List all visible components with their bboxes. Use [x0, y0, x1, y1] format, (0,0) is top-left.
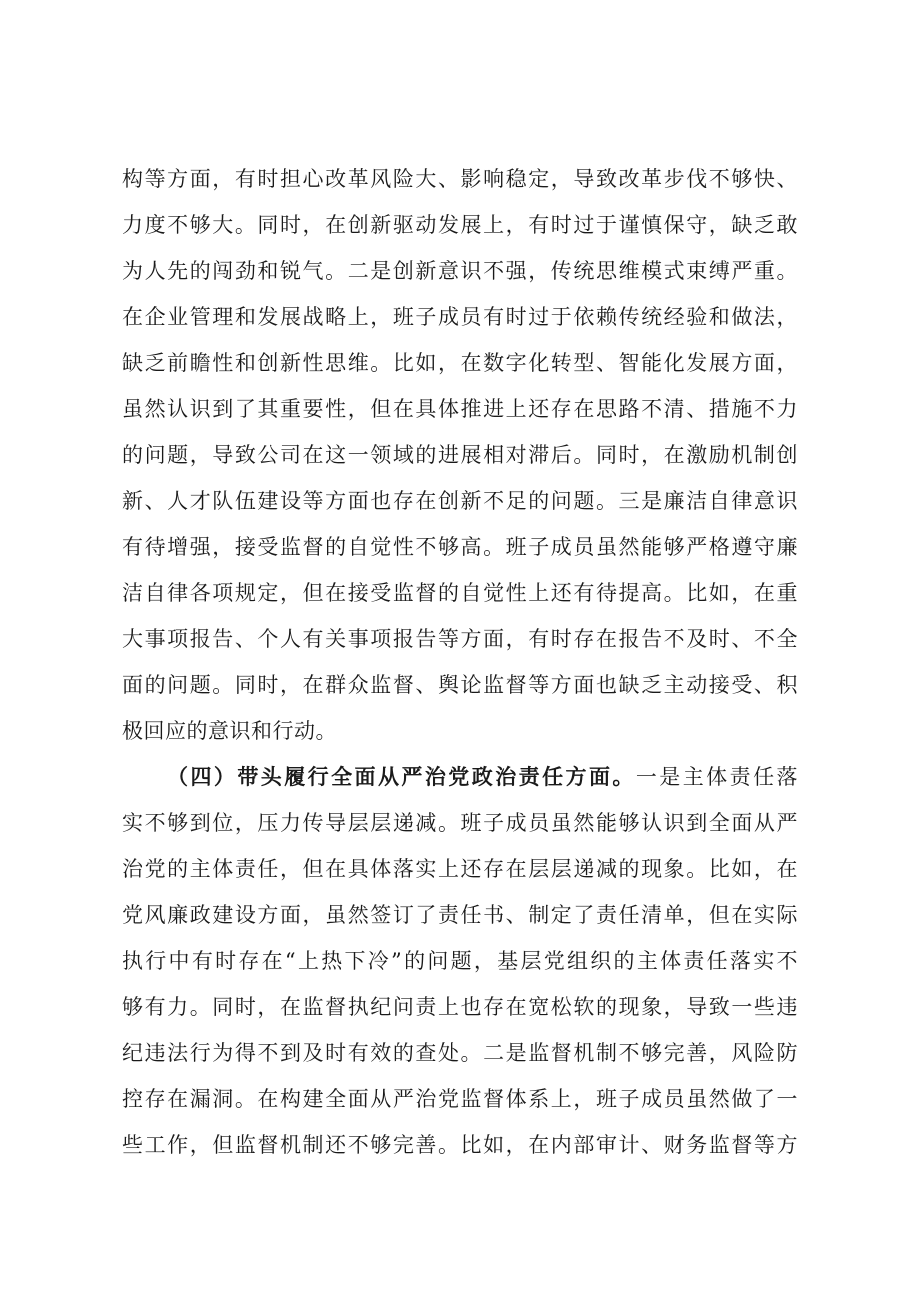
paragraph-line: 极回应的意识和行动。 [122, 719, 337, 743]
section-heading-tail: 一是主体责任落 [635, 765, 799, 789]
paragraph-line: 有待增强，接受监督的自觉性不够高。班子成员虽然能够严格遵守廉 [122, 535, 798, 559]
paragraph-line: 构等方面，有时担心改革风险大、影响稳定，导致改革步伐不够快、 [122, 167, 798, 191]
paragraph-line: 实不够到位，压力传导层层递减。班子成员虽然能够认识到全面从严 [122, 811, 798, 835]
section-heading-line [167, 757, 798, 797]
paragraph-line: 面的问题。同时，在群众监督、舆论监督等方面也缺乏主动接受、积 [122, 673, 798, 697]
paragraph-line: 虽然认识到了其重要性，但在具体推进上还存在思路不清、措施不力 [122, 397, 798, 421]
paragraph-line: 纪违法行为得不到及时有效的查处。二是监督机制不够完善，风险防 [122, 1041, 798, 1065]
paragraph-line: 执行中有时存在“上热下冷”的问题，基层党组织的主体责任落实不 [122, 949, 798, 973]
paragraph-line: 控存在漏洞。在构建全面从严治党监督体系上，班子成员虽然做了一 [122, 1087, 798, 1111]
paragraph-line: 在企业管理和发展战略上，班子成员有时过于依赖传统经验和做法， [122, 305, 798, 329]
paragraph-line: 力度不够大。同时，在创新驱动发展上，有时过于谨慎保守，缺乏敢 [122, 213, 798, 237]
paragraph-line: 为人先的闯劲和锐气。二是创新意识不强，传统思维模式束缚严重。 [122, 259, 798, 283]
paragraph-line: 大事项报告、个人有关事项报告等方面，有时存在报告不及时、不全 [122, 627, 798, 651]
paragraph-line: 的问题，导致公司在这一领域的进展相对滞后。同时，在激励机制创 [122, 443, 798, 467]
paragraph-line: 党风廉政建设方面，虽然签订了责任书、制定了责任清单，但在实际 [122, 903, 798, 927]
paragraph-line: 缺乏前瞻性和创新性思维。比如，在数字化转型、智能化发展方面， [122, 351, 798, 375]
paragraph-line: 新、人才队伍建设等方面也存在创新不足的问题。三是廉洁自律意识 [122, 489, 798, 513]
paragraph-line: 治党的主体责任，但在具体落实上还存在层层递减的现象。比如，在 [122, 857, 798, 881]
paragraph-line: 些工作，但监督机制还不够完善。比如，在内部审计、财务监督等方 [122, 1133, 798, 1157]
paragraph-line: 洁自律各项规定，但在接受监督的自觉性上还有待提高。比如，在重 [122, 581, 798, 605]
paragraph-line: 够有力。同时，在监督执纪问责上也存在宽松软的现象，导致一些违 [122, 995, 798, 1019]
section-heading: （四）带头履行全面从严治党政治责任方面。 [167, 765, 636, 789]
